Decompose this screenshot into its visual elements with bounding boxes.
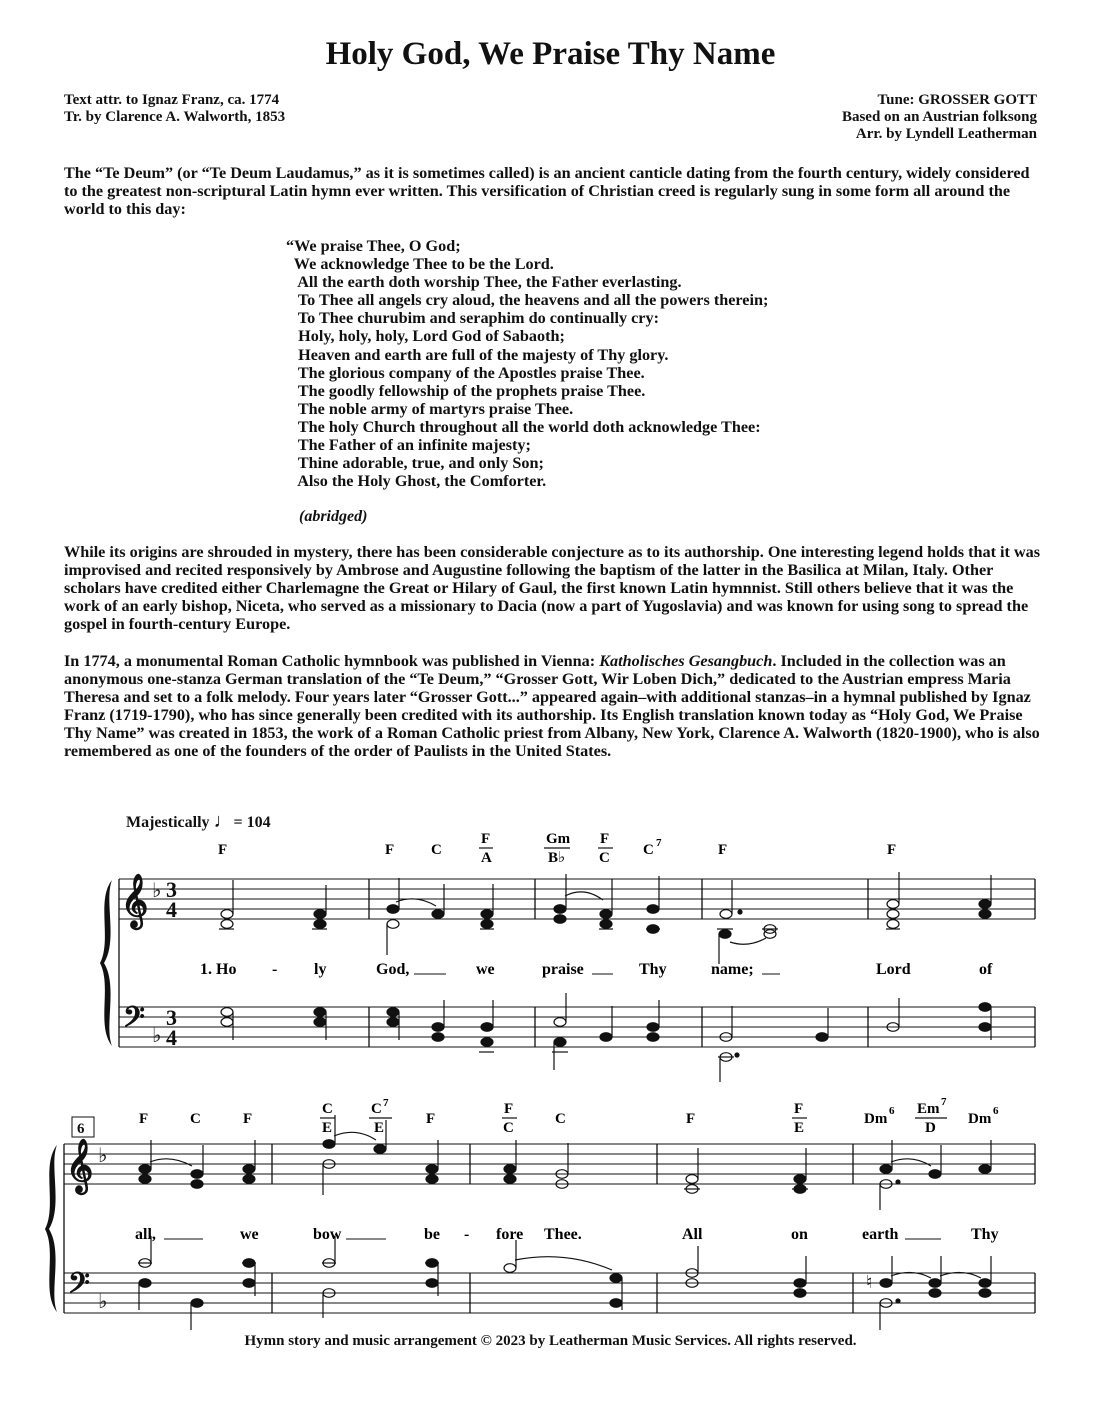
chord-extension: 6 bbox=[889, 1105, 895, 1117]
quote-line: To Thee all angels cry aloud, the heavens and all the powers therein; bbox=[286, 291, 769, 310]
flat-icon: ♭ bbox=[98, 1291, 108, 1313]
chord-symbol: C bbox=[555, 1111, 566, 1127]
lyric-syllable: we bbox=[240, 1226, 259, 1243]
chord-symbol: C bbox=[371, 1101, 382, 1117]
lyric-syllable: fore bbox=[496, 1226, 524, 1243]
quarter-note-icon: ♩ bbox=[213, 810, 234, 832]
tune-origin: Based on an Austrian folksong bbox=[841, 109, 1037, 125]
chord-symbol: Dm bbox=[968, 1111, 992, 1127]
lyric-syllable: of bbox=[979, 961, 993, 978]
chord-symbol: C bbox=[643, 842, 654, 858]
treble-staff-2 bbox=[64, 1144, 1035, 1184]
translator-credit: Tr. by Clarence A. Walworth, 1853 bbox=[64, 109, 286, 125]
chord-symbol: Dm bbox=[864, 1111, 888, 1127]
copyright-notice: Hymn story and music arrangement © 2023 by Leatherman Music Services. All rights reserved. bbox=[244, 1333, 857, 1349]
tune-name: Tune: GROSSER GOTT bbox=[877, 92, 1037, 108]
chord-symbol: F bbox=[385, 842, 395, 858]
quote-line: The glorious company of the Apostles praise Thee. bbox=[286, 363, 645, 382]
chord-symbol: F bbox=[600, 831, 610, 847]
chord-symbol: F bbox=[686, 1111, 696, 1127]
intro-paragraph: The “Te Deum” (or “Te Deum Laudamus,” as it is sometimes called) is an ancient canticle dating from the fourth century, widely considered to the greatest non-scriptural Latin hymn ever written. This versification of Christian creed is regularly sung in some form all around the world to this day: bbox=[64, 164, 1030, 218]
treble-notes-2 bbox=[139, 1115, 991, 1210]
time-sig-bottom: 4 bbox=[166, 897, 177, 922]
history-text-start: In 1774, a monumental Roman Catholic hymnbook was published in Vienna: bbox=[64, 652, 600, 670]
lyric-syllable: we bbox=[476, 961, 495, 978]
history-text-end: . Included in the collection was an anonymous one-stanza German translation of the “Te Deum,” “Grosser Gott, Wir Loben Dich,” dedicated to the Austrian empress Maria Theresa and set to a folk melody. Four years later “Grosser Gott...” appeared again–with additional stanzas–in a hymnal published by Ignaz Franz (1719-1790), who has since generally been credited with its authorship. Its English translation known today as “Holy God, We Praise Thy Name” was created in 1853, the work of a Roman Catholic priest from Albany, New York, Clarence A. Walworth (1820-1900), who is also remembered as one of the founders of the order of Paulists in the United States. bbox=[64, 652, 1040, 760]
chord-bass: B♭ bbox=[548, 850, 566, 866]
svg-text:♮: ♮ bbox=[866, 1272, 873, 1292]
lyric-syllable: be bbox=[424, 1226, 440, 1243]
time-sig-bottom: 4 bbox=[166, 1025, 177, 1050]
quote-line: Thine adorable, true, and only Son; bbox=[286, 454, 544, 473]
chord-symbol: F bbox=[887, 842, 897, 858]
lyrics-1 bbox=[200, 961, 993, 978]
quote-line: “We praise Thee, O God; bbox=[286, 237, 461, 255]
chord-extension: 7 bbox=[941, 1096, 947, 1108]
brace-2 bbox=[45, 1145, 57, 1312]
time-sig-top: 3 bbox=[166, 877, 177, 902]
lyric-syllable: Thee. bbox=[544, 1226, 582, 1243]
chord-symbol: F bbox=[504, 1101, 514, 1117]
chord-bass: D bbox=[925, 1120, 936, 1136]
tempo-label: Majestically bbox=[126, 814, 210, 831]
chord-symbol: C bbox=[322, 1101, 333, 1117]
bass-clef-icon: 𝄢 bbox=[68, 1269, 90, 1306]
flat-icon: ♭ bbox=[152, 1025, 162, 1047]
chord-extension: 7 bbox=[383, 1097, 389, 1109]
chord-symbol: F bbox=[794, 1101, 804, 1117]
quote-line: All the earth doth worship Thee, the Father everlasting. bbox=[286, 273, 682, 292]
chord-symbols-1 bbox=[218, 831, 896, 866]
lyric-hyphen: - bbox=[464, 1226, 470, 1243]
chord-bass: C bbox=[599, 850, 610, 866]
flat-icon: ♭ bbox=[152, 880, 162, 902]
quote-line: To Thee churubim and seraphim do continually cry: bbox=[286, 309, 659, 328]
lyric-syllable: on bbox=[791, 1226, 808, 1243]
quote-line: We acknowledge Thee to be the Lord. bbox=[286, 255, 554, 274]
bass-staff-1 bbox=[119, 1007, 1035, 1047]
chord-symbol: Em bbox=[917, 1101, 940, 1117]
chord-symbol: C bbox=[190, 1111, 201, 1127]
chord-symbol: F bbox=[718, 842, 728, 858]
lyric-syllable: praise bbox=[542, 961, 584, 978]
lyric-syllable: name; bbox=[711, 961, 754, 978]
chord-bass: E bbox=[794, 1120, 805, 1136]
treble-clef-icon: 𝄞 bbox=[66, 1140, 94, 1191]
chord-symbol: F bbox=[139, 1111, 149, 1127]
lyric-syllable: God, bbox=[376, 961, 410, 978]
arranger-credit: Arr. by Lyndell Leatherman bbox=[855, 126, 1037, 142]
quote-line: Holy, holy, holy, Lord God of Sabaoth; bbox=[286, 327, 565, 346]
lyric-syllable: Thy bbox=[971, 1226, 999, 1243]
chord-symbol: Gm bbox=[546, 831, 571, 847]
bass-clef-icon: 𝄢 bbox=[123, 1003, 145, 1040]
origins-paragraph: While its origins are shrouded in mystery, there has been considerable conjecture as to its authorship. One interesting legend holds that it was improvised and recited responsively by Ambrose and Augustine following the baptism of the latter in the Basilica at Milan, Italy. Other scholars have credited either Charlemagne the Great or Hilary of Gaul, the first known Latin hymnnist. Still others believe that it was the work of an early bishop, Niceta, who served as a missionary to Dacia (now a part of Yugoslavia) and was known for using song to spread the gospel in fourth-century Europe. bbox=[64, 543, 1041, 633]
quote-line: The noble army of martyrs praise Thee. bbox=[286, 399, 574, 418]
chord-symbol: F bbox=[243, 1111, 253, 1127]
chord-bass: E bbox=[374, 1120, 385, 1136]
chord-bass: E bbox=[322, 1120, 333, 1136]
time-sig-top: 3 bbox=[166, 1005, 177, 1030]
chord-symbol: F bbox=[218, 842, 228, 858]
lyric-syllable: Thy bbox=[639, 961, 667, 978]
chord-symbol: F bbox=[481, 831, 491, 847]
chord-extension: 6 bbox=[993, 1105, 999, 1117]
treble-clef-icon: 𝄞 bbox=[121, 875, 149, 926]
chord-symbol: F bbox=[426, 1111, 436, 1127]
treble-staff-1 bbox=[119, 879, 1035, 919]
lyric-syllable: All bbox=[682, 1226, 703, 1243]
abridged-note: (abridged) bbox=[299, 508, 368, 525]
chord-symbols-2 bbox=[139, 1096, 999, 1136]
tempo-bpm: = 104 bbox=[233, 814, 271, 831]
chord-bass: A bbox=[481, 850, 492, 866]
hymnbook-title: Katholisches Gesangbuch bbox=[599, 652, 773, 670]
lyric-syllable: Lord bbox=[876, 961, 911, 978]
lyric-syllable: ly bbox=[314, 961, 327, 978]
chord-symbol: C bbox=[431, 842, 442, 858]
brace-1 bbox=[100, 880, 112, 1046]
lyric-syllable: all, bbox=[135, 1226, 156, 1243]
lyric-syllable: bow bbox=[313, 1226, 342, 1243]
measure-number: 6 bbox=[77, 1121, 85, 1137]
lyric-syllable: 1. Ho bbox=[200, 961, 237, 978]
quote-line: Also the Holy Ghost, the Comforter. bbox=[286, 472, 547, 491]
lyric-hyphen: - bbox=[272, 961, 278, 978]
chord-extension: 7 bbox=[656, 837, 662, 849]
quote-line: Heaven and earth are full of the majesty of Thy glory. bbox=[286, 345, 669, 364]
chord-bass: C bbox=[503, 1120, 514, 1136]
quote-line: The goodly fellowship of the prophets praise Thee. bbox=[286, 381, 646, 400]
treble-notes-1 bbox=[219, 872, 991, 964]
text-attribution: Text attr. to Ignaz Franz, ca. 1774 bbox=[64, 92, 280, 108]
flat-icon: ♭ bbox=[98, 1145, 108, 1167]
lyric-syllable: earth bbox=[862, 1226, 899, 1243]
lyrics-2 bbox=[135, 1226, 999, 1243]
quote-line: The Father of an infinite majesty; bbox=[286, 436, 531, 455]
page-title: Holy God, We Praise Thy Name bbox=[325, 36, 776, 72]
quote-line: The holy Church throughout all the world doth acknowledge Thee: bbox=[286, 417, 761, 436]
